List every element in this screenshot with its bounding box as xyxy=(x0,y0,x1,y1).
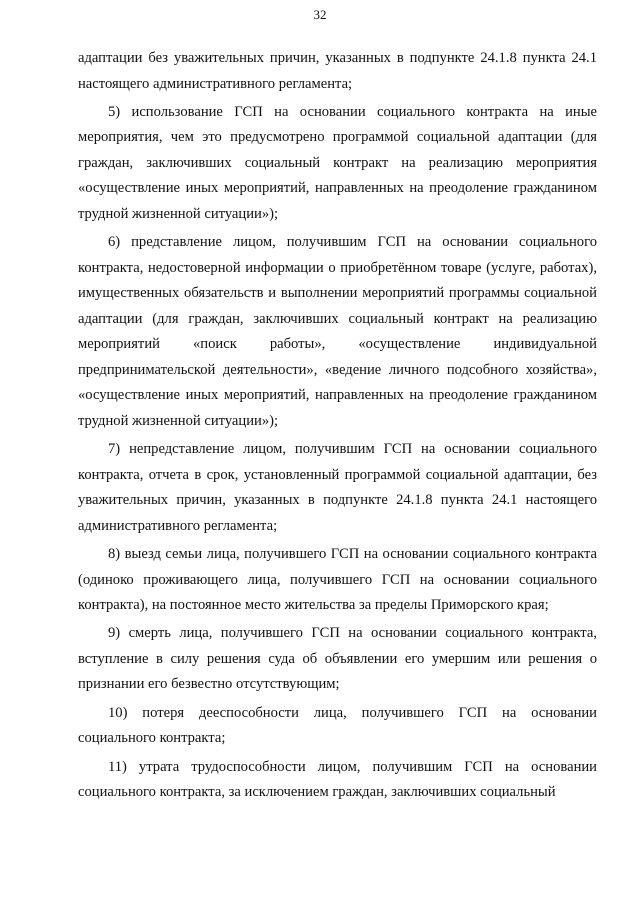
document-body xyxy=(78,46,597,809)
paragraph-item-11: 11) утрата трудоспособности лицом, получившим ГСП на основании социального контракта, за исключением граждан, заключивших социальный xyxy=(78,758,597,801)
paragraph-item-6: 6) представление лицом, получившим ГСП на основании социального контракта, недостоверной информации о приобретённом товаре (услуге, работах), имущественных обязательств и выполнении мероприятий программы социальной адаптации (для граждан, заключивших социальный контракт на реализацию мероприятий «поиск работы», «осуществление индивидуальной предпринимательской деятельности», «ведение личного подсобного хозяйства», «осуществление иных мероприятий, направленных на преодоление гражданином трудной жизненной ситуации»); xyxy=(78,234,597,429)
paragraph-continuation: адаптации без уважительных причин, указанных в подпункте 24.1.8 пункта 24.1 настоящего административного регламента; xyxy=(78,50,597,92)
paragraph-item-9: 9) смерть лица, получившего ГСП на основании социального контракта, вступление в силу решения суда об объявлении его умершим или решения о признании его безвестно отсутствующим; xyxy=(78,625,597,693)
paragraph-item-10: 10) потеря дееспособности лица, получившего ГСП на основании социального контракта; xyxy=(78,704,597,747)
paragraph-item-8: 8) выезд семьи лица, получившего ГСП на основании социального контракта (одиноко проживающего лица, получившего ГСП на основании социального контракта), на постоянное место жительства за пределы Приморского края; xyxy=(78,546,597,614)
page-number: 32 xyxy=(313,7,327,22)
paragraph-item-7: 7) непредставление лицом, получившим ГСП на основании социального контракта, отчета в срок, установленный программой социальной адаптации, без уважительных причин, указанных в подпункте 24.1.8 пункта 24.1 настоящего административного регламента; xyxy=(78,441,597,534)
paragraph-item-5: 5) использование ГСП на основании социального контракта на иные мероприятия, чем это предусмотрено программой социальной адаптации (для граждан, заключивших социальный контракт на реализацию мероприятия «осуществление иных мероприятий, направленных на преодоление гражданином трудной жизненной ситуации»); xyxy=(78,103,597,222)
